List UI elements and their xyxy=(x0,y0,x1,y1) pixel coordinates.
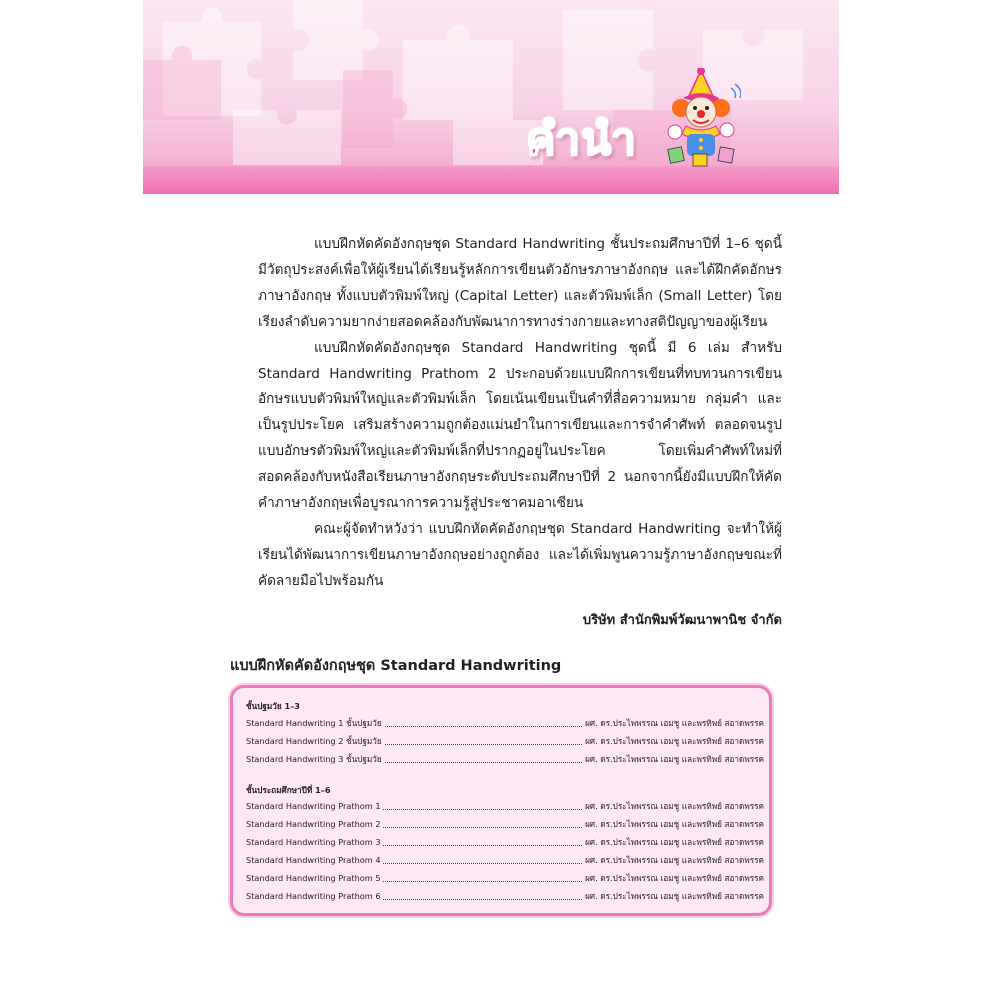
list-item xyxy=(246,835,764,851)
header-banner xyxy=(143,0,839,194)
book-page xyxy=(143,0,839,1000)
list-item xyxy=(246,889,764,905)
book-title: Standard Handwriting Prathom 5 xyxy=(246,871,383,886)
page-title: คำนำ xyxy=(526,114,637,165)
preface-paragraph: แบบฝึกหัดคัดอังกฤษชุด Standard Handwriting ชั้นประถมศึกษาปีที่ 1–6 ชุดนี้มีวัตถุประสงค์เพื่อให้ผู้เรียนได้เรียนรู้หลักการเขียนตัวอักษรภาษาอังกฤษ และได้ฝึกคัดอักษรภาษาอังกฤษ ทั้งแบบตัวพิมพ์ใหญ่ (Capital Letter) และตัวพิมพ์เล็ก (Small Letter) โดยเรียงลำดับความยากง่ายสอดคล้องกับพัฒนาการทางร่างกายและทางสติปัญญาของผู้เรียน xyxy=(258,236,782,330)
book-author: ผศ. ดร.ประไพพรรณ เอมชู และพรทิพย์ สอาดพรรค xyxy=(583,752,764,767)
list-item xyxy=(246,871,764,887)
book-author: ผศ. ดร.ประไพพรรณ เอมชู และพรทิพย์ สอาดพรรค xyxy=(583,889,764,904)
book-title: Standard Handwriting Prathom 4 xyxy=(246,853,383,868)
preface-paragraph: แบบฝึกหัดคัดอังกฤษชุด Standard Handwriting ชุดนี้ มี 6 เล่ม สำหรับ Standard Handwriting Prathom 2 ประกอบด้วยแบบฝึกการเขียนที่ทบทวนการเขียนอักษรแบบตัวพิมพ์ใหญ่และตัวพิมพ์เล็ก โดยเน้นเขียนเป็นคำที่สื่อความหมาย กลุ่มคำ และเป็นรูปประโยค เสริมสร้างความถูกต้องแม่นยำในการเขียนและการจำคำศัพท์ ตลอดจนรูปแบบอักษรตัวพิมพ์ใหญ่และตัวพิมพ์เล็กที่ปรากฏอยู่ในประโยค โดยเพิ่มคำศัพท์ใหม่ที่สอดคล้องกับหนังสือเรียนภาษาอังกฤษระดับประถมศึกษาปีที่ 2 นอกจากนี้ยังมีแบบฝึกให้คัดคำภาษาอังกฤษเพื่อบูรณาการความรู้สู่ประชาคมอาเซียน xyxy=(258,339,782,512)
book-title: Standard Handwriting Prathom 2 xyxy=(246,817,383,832)
list-item xyxy=(246,734,764,750)
book-author: ผศ. ดร.ประไพพรรณ เอมชู และพรทิพย์ สอาดพรรค xyxy=(583,734,764,749)
book-title: Standard Handwriting Prathom 3 xyxy=(246,835,383,850)
book-list-box xyxy=(230,685,772,916)
book-author: ผศ. ดร.ประไพพรรณ เอมชู และพรทิพย์ สอาดพรรค xyxy=(583,871,764,886)
book-author: ผศ. ดร.ประไพพรรณ เอมชู และพรทิพย์ สอาดพรรค xyxy=(583,716,764,731)
banner-stripe xyxy=(143,166,839,194)
list-item xyxy=(246,799,764,815)
publisher-signature: บริษัท สำนักพิมพ์วัฒนาพานิช จำกัด xyxy=(582,613,782,628)
group-heading: ชั้นปฐมวัย 1–3 xyxy=(246,701,300,711)
list-item xyxy=(246,853,764,869)
list-item xyxy=(246,752,764,768)
series-title: แบบฝึกหัดคัดอังกฤษชุด Standard Handwriting xyxy=(230,658,562,674)
list-item xyxy=(246,817,764,833)
preface-body xyxy=(258,232,782,595)
book-author: ผศ. ดร.ประไพพรรณ เอมชู และพรทิพย์ สอาดพรรค xyxy=(583,853,764,868)
book-title: Standard Handwriting Prathom 6 xyxy=(246,889,383,904)
group-heading: ชั้นประถมศึกษาปีที่ 1–6 xyxy=(246,785,331,795)
book-title: Standard Handwriting Prathom 1 xyxy=(246,799,383,814)
book-author: ผศ. ดร.ประไพพรรณ เอมชู และพรทิพย์ สอาดพรรค xyxy=(583,799,764,814)
book-title: Standard Handwriting 3 ชั้นปฐมวัย xyxy=(246,752,384,767)
preface-paragraph: คณะผู้จัดทำหวังว่า แบบฝึกหัดคัดอังกฤษชุด Standard Handwriting จะทำให้ผู้เรียนได้พัฒนาการเขียนภาษาอังกฤษอย่างถูกต้อง และได้เพิ่มพูนความรู้ภาษาอังกฤษขณะที่คัดลายมือไปพร้อมกัน xyxy=(258,520,782,589)
book-author: ผศ. ดร.ประไพพรรณ เอมชู และพรทิพย์ สอาดพรรค xyxy=(583,817,764,832)
clown-icon xyxy=(661,68,741,168)
list-item xyxy=(246,716,764,732)
book-author: ผศ. ดร.ประไพพรรณ เอมชู และพรทิพย์ สอาดพรรค xyxy=(583,835,764,850)
book-title: Standard Handwriting 2 ชั้นปฐมวัย xyxy=(246,734,384,749)
book-title: Standard Handwriting 1 ชั้นปฐมวัย xyxy=(246,716,384,731)
